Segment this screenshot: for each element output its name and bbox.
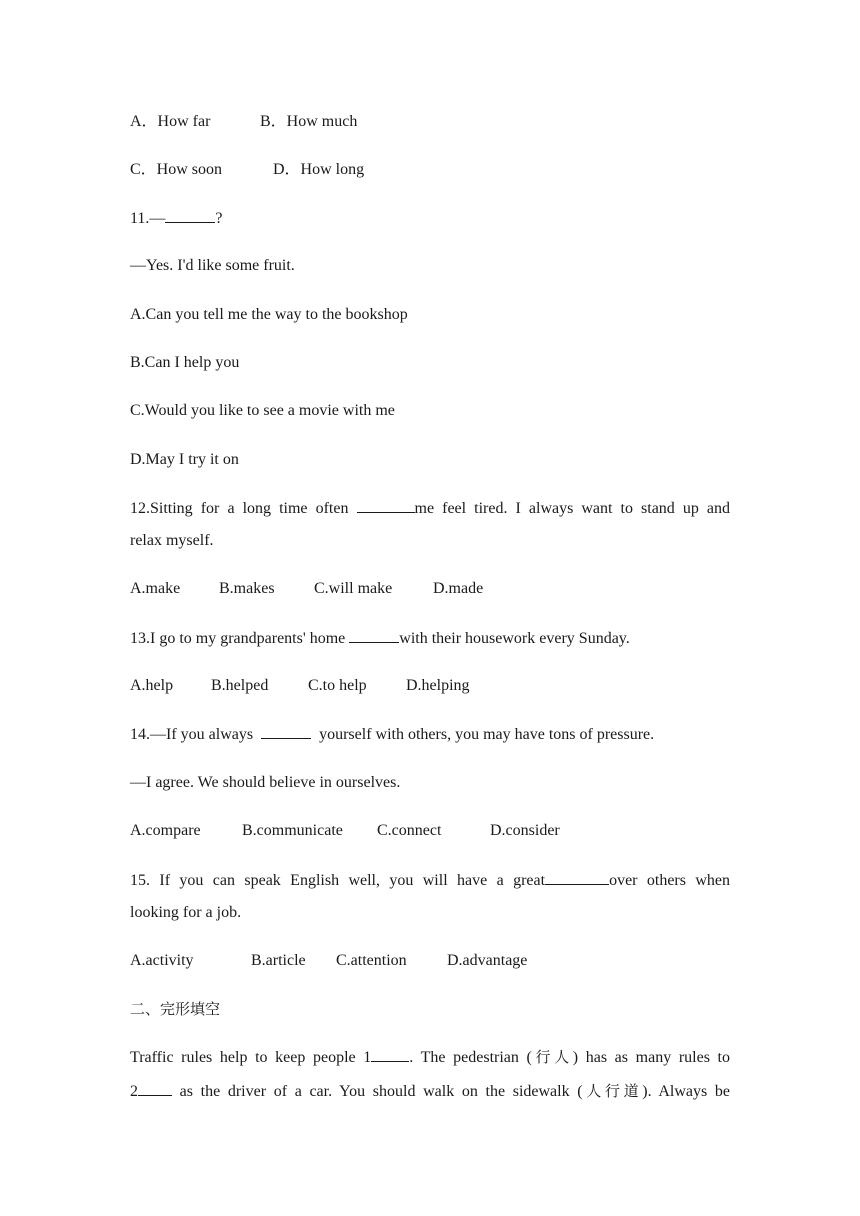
q15-options <box>130 951 527 971</box>
q10-options-row-2 <box>130 160 364 180</box>
cloze-text: ). Always be <box>642 1083 730 1100</box>
q15-stem-line-2: looking for a job. <box>130 904 242 921</box>
q15-option-c: C.attention <box>336 952 407 969</box>
q15-stem-part-b: over others when <box>609 872 731 889</box>
q15-blank <box>545 870 609 885</box>
q14-stem-part-b: yourself with others, you may have tons of pressure. <box>319 726 655 743</box>
q12-option-d: D.made <box>433 580 484 597</box>
q11-stem-prefix: 11.— <box>130 210 166 227</box>
cloze-text: as the driver of a car. You should walk on the sidewalk ( <box>172 1083 583 1100</box>
q13-stem-part-b: with their housework every Sunday. <box>399 630 630 647</box>
q13-option-a: A.help <box>130 677 174 694</box>
q11-option-b: B.Can I help you <box>130 354 240 371</box>
q11-option-d: D.May I try it on <box>130 451 239 468</box>
q13-option-c: C.to help <box>308 677 367 694</box>
q12-option-a: A.make <box>130 580 181 597</box>
q13-option-b: B.helped <box>211 677 269 694</box>
section-heading-cloze: 二、完形填空 <box>130 1000 221 1018</box>
q11-stem-suffix: ? <box>215 210 223 227</box>
cloze-text: ) has as many rules to <box>572 1049 731 1066</box>
q11-option-a: A.Can you tell me the way to the bookshop <box>130 306 408 323</box>
q14-reply: —I agree. We should believe in ourselves. <box>130 774 401 791</box>
cloze-chinese-gloss: 人行道 <box>582 1082 643 1100</box>
q15-stem-part-a: 15. If you can speak English well, you will have a great <box>130 872 546 889</box>
cloze-text: . The pedestrian ( <box>409 1049 532 1066</box>
q14-option-d: D.consider <box>490 822 560 839</box>
q14-stem-part-a: 14.—If you always <box>130 726 254 743</box>
cloze-paragraph-line-2 <box>130 1081 730 1102</box>
q12-option-b: B.makes <box>219 580 275 597</box>
q15-option-d: D.advantage <box>447 952 528 969</box>
q13-stem <box>130 628 630 649</box>
cloze-blank-2 <box>138 1081 172 1096</box>
cloze-text: 2 <box>130 1083 138 1100</box>
q11-reply: —Yes. I'd like some fruit. <box>130 257 295 274</box>
cloze-blank-1 <box>371 1047 409 1062</box>
cloze-text: Traffic rules help to keep people 1 <box>130 1049 372 1066</box>
q12-stem <box>130 498 730 519</box>
q13-options <box>130 676 470 696</box>
q10-option-b: B．How much <box>260 113 358 130</box>
q12-blank <box>357 498 415 513</box>
q11-option-c: C.Would you like to see a movie with me <box>130 402 395 419</box>
q14-blank <box>261 724 311 739</box>
q13-blank <box>349 628 399 643</box>
q10-option-d: D．How long <box>273 161 365 178</box>
q12-stem-part-a: 12.Sitting for a long time often <box>130 500 349 517</box>
q15-option-a: A.activity <box>130 952 194 969</box>
q13-stem-part-a: 13.I go to my grandparents' home <box>130 630 346 647</box>
cloze-paragraph-line-1 <box>130 1047 730 1068</box>
q10-option-a: A．How far <box>130 113 211 130</box>
q15-stem <box>130 870 730 891</box>
q12-options <box>130 579 483 599</box>
cloze-chinese-gloss: 行人 <box>531 1048 573 1066</box>
q12-stem-part-b: me feel tired. I always want to stand up and <box>414 500 730 517</box>
q14-options <box>130 821 560 841</box>
q15-option-b: B.article <box>251 952 306 969</box>
q14-option-c: C.connect <box>377 822 442 839</box>
q14-stem <box>130 724 654 745</box>
q10-option-c: C．How soon <box>130 161 223 178</box>
q10-options-row-1 <box>130 112 357 132</box>
q13-option-d: D.helping <box>406 677 470 694</box>
q12-stem-line-2: relax myself. <box>130 532 214 549</box>
q11-blank <box>165 208 215 223</box>
q14-option-b: B.communicate <box>242 822 343 839</box>
q12-option-c: C.will make <box>314 580 393 597</box>
q11-stem <box>130 208 223 229</box>
q14-option-a: A.compare <box>130 822 201 839</box>
